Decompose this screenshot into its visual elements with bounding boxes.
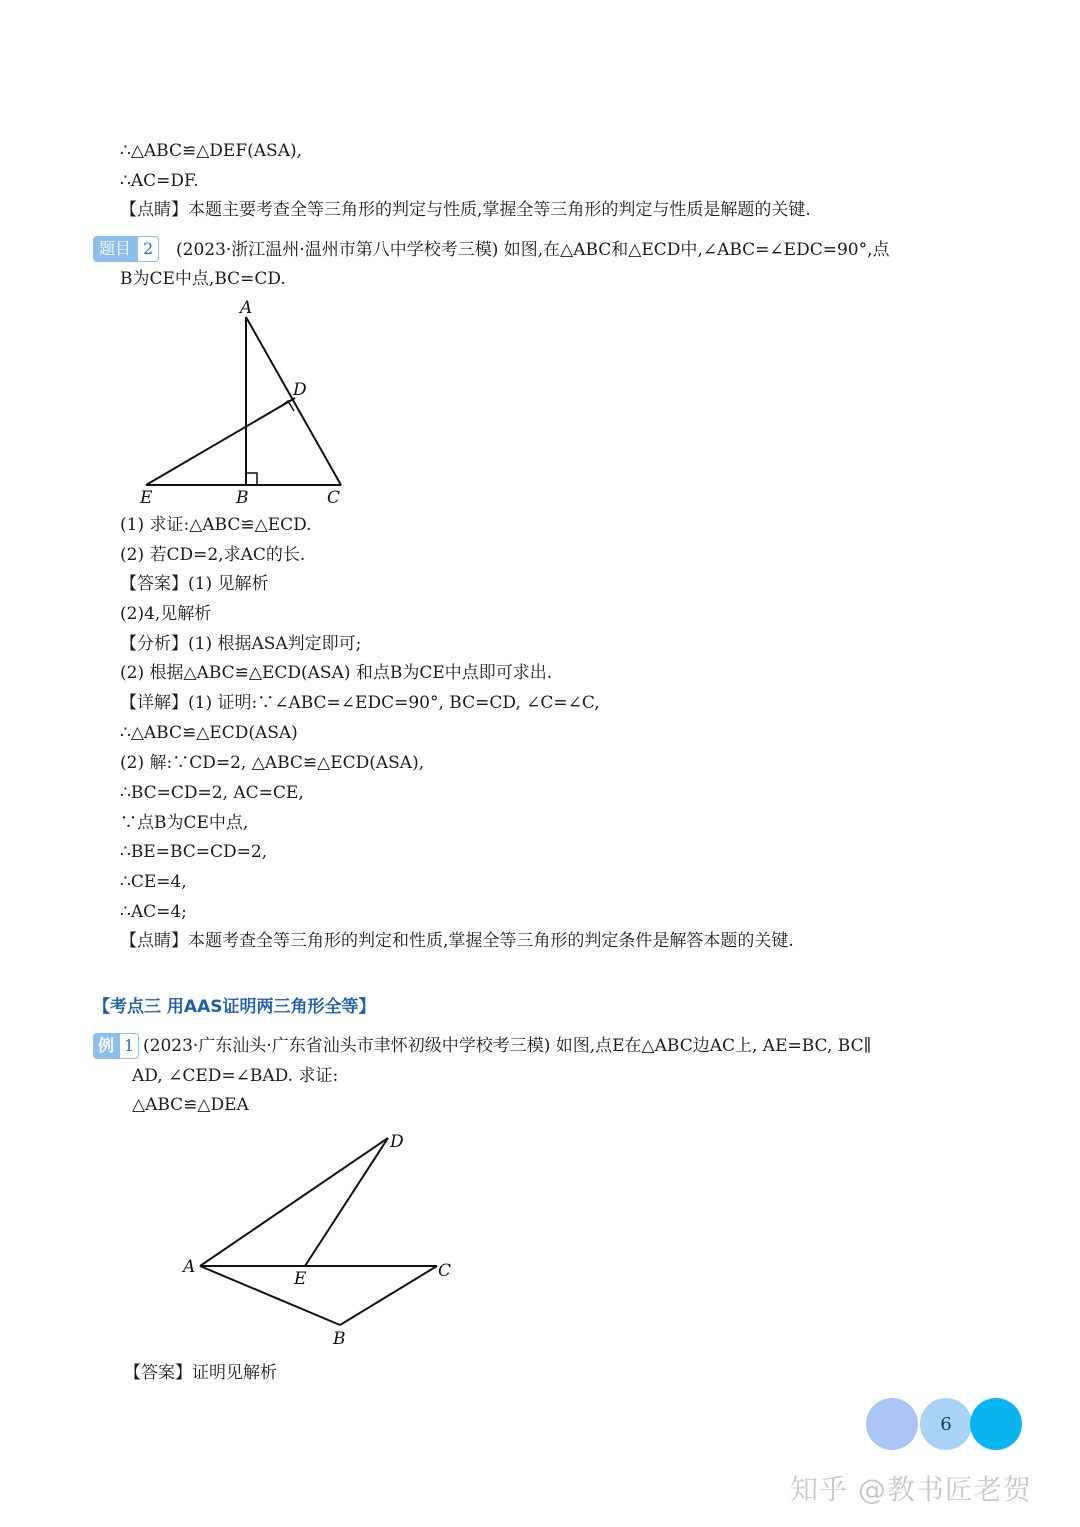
answer-line: 【答案】证明见解析	[124, 1363, 277, 1383]
badge-circle-right	[970, 1398, 1022, 1450]
problem-tag	[93, 236, 159, 262]
detail-line: ∴AC=4;	[120, 902, 187, 922]
triangle-figure-2	[175, 1125, 475, 1350]
detail-line: (2) 解:∵CD=2, △ABC≌△ECD(ASA),	[120, 753, 425, 773]
example-tag-label: 例	[93, 1033, 119, 1059]
page-number: 6	[940, 1414, 952, 1435]
section-title: 【考点三 用AAS证明两三角形全等】	[93, 997, 376, 1017]
example-stem: (2023·广东汕头·广东省汕头市聿怀初级中学校考三模) 如图,点E在△ABC边AC上, AE=BC, BC∥	[143, 1036, 872, 1056]
vertex-label-D: D	[390, 1132, 404, 1152]
problem-stem: (2023·浙江温州·温州市第八中学校考三模) 如图,在△ABC和△ECD中,∠ABC=∠EDC=90°,点	[176, 240, 890, 260]
problem-tag-number: 2	[137, 236, 159, 262]
question-line: (1) 求证:△ABC≌△ECD.	[120, 515, 312, 535]
vertex-label-B: B	[333, 1329, 346, 1349]
detail-line: ∴△ABC≌△ECD(ASA)	[120, 723, 298, 743]
problem-stem: B为CE中点,BC=CD.	[120, 269, 286, 289]
triangle-figure-1	[130, 295, 360, 515]
vertex-label-A: A	[183, 1257, 196, 1277]
analysis-line: 【分析】(1) 根据ASA判定即可;	[120, 634, 362, 654]
question-line: (2) 若CD=2,求AC的长.	[120, 545, 306, 565]
detail-line: ∵点B为CE中点,	[120, 813, 249, 833]
watermark: 知乎 @教书匠老贺	[790, 1473, 1032, 1506]
detail-line: ∴BC=CD=2, AC=CE,	[120, 783, 304, 803]
vertex-label-D: D	[293, 380, 307, 400]
detail-line: ∴BE=BC=CD=2,	[120, 842, 268, 862]
page-number-badge	[866, 1398, 1026, 1450]
vertex-label-E: E	[140, 488, 153, 508]
vertex-label-C: C	[438, 1261, 452, 1281]
problem-tag-label: 题目	[93, 236, 137, 262]
analysis-line: (2) 根据△ABC≌△ECD(ASA) 和点B为CE中点即可求出.	[120, 663, 553, 683]
example-tag	[93, 1033, 139, 1059]
vertex-label-C: C	[327, 488, 341, 508]
badge-circle-left	[866, 1398, 918, 1450]
answer-line: (2)4,见解析	[120, 604, 212, 624]
comment-line: 【点睛】本题考查全等三角形的判定和性质,掌握全等三角形的判定条件是解答本题的关键.	[120, 931, 794, 951]
proof-line: ∴AC=DF.	[120, 171, 199, 191]
proof-line: ∴△ABC≌△DEF(ASA),	[120, 141, 303, 161]
vertex-label-A: A	[240, 298, 253, 318]
detail-line: ∴CE=4,	[120, 872, 187, 892]
comment-line: 【点睛】本题主要考查全等三角形的判定与性质,掌握全等三角形的判定与性质是解题的关键.	[120, 200, 811, 220]
example-tag-number: 1	[119, 1033, 139, 1059]
detail-line: 【详解】(1) 证明:∵∠ABC=∠EDC=90°, BC=CD, ∠C=∠C,	[120, 693, 600, 713]
answer-line: 【答案】(1) 见解析	[120, 574, 269, 594]
vertex-label-B: B	[236, 488, 249, 508]
example-stem: AD, ∠CED=∠BAD. 求证:	[132, 1066, 339, 1086]
example-stem: △ABC≌△DEA	[132, 1095, 249, 1115]
vertex-label-E: E	[294, 1269, 307, 1289]
